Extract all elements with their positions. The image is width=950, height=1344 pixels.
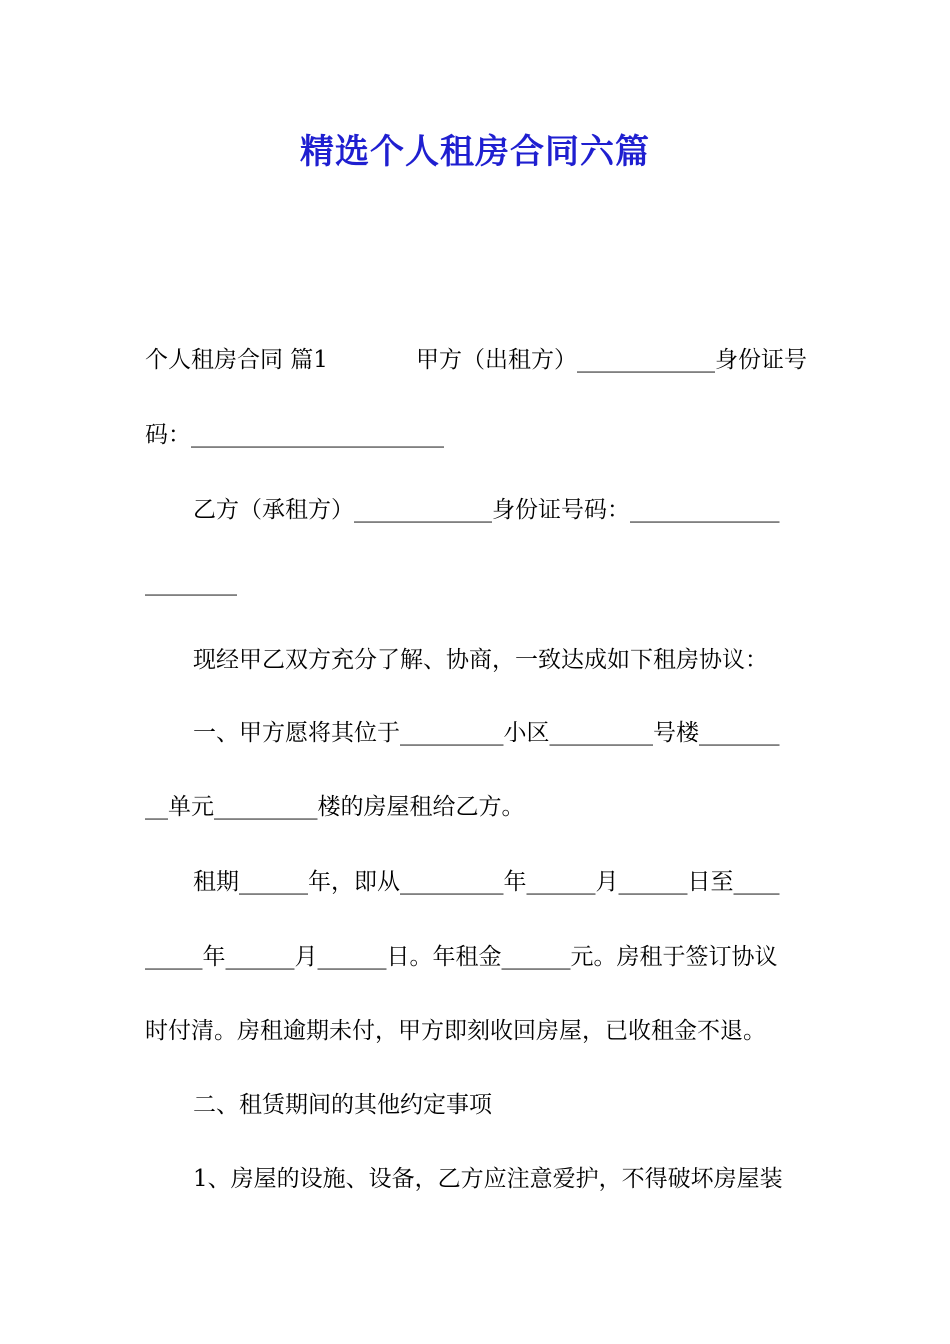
text-line-5: 现经甲乙双方充分了解、协商，一致达成如下租房协议： [193, 647, 768, 673]
text-line-12: 1、房屋的设施、设备，乙方应注意爱护，不得破坏房屋装 [193, 1166, 783, 1192]
party-a-field: 甲方（出租方）____________身份证号 [416, 347, 807, 373]
text-line-7: __单元_________楼的房屋租给乙方。 [145, 794, 525, 820]
text-line-4: ________ [145, 570, 237, 596]
text-line-9: _____年______月______日。年租金______元。房租于签订协议 [145, 944, 778, 970]
text-line-3: 乙方（承租方）____________身份证号码：_____________ [193, 497, 780, 523]
text-line-10: 时付清。房租逾期未付，甲方即刻收回房屋，已收租金不退。 [145, 1018, 766, 1044]
text-line-8: 租期______年，即从_________年______月______日至____ [193, 869, 780, 895]
text-line-1 [145, 343, 807, 377]
text-line-11: 二、租赁期间的其他约定事项 [193, 1092, 492, 1118]
contract-heading: 个人租房合同 篇1 [145, 347, 328, 373]
document-title: 精选个人租房合同六篇 [300, 132, 650, 172]
text-line-2: 码：______________________ [145, 422, 444, 448]
text-line-6: 一、甲方愿将其位于_________小区_________号楼_______ [193, 720, 780, 746]
